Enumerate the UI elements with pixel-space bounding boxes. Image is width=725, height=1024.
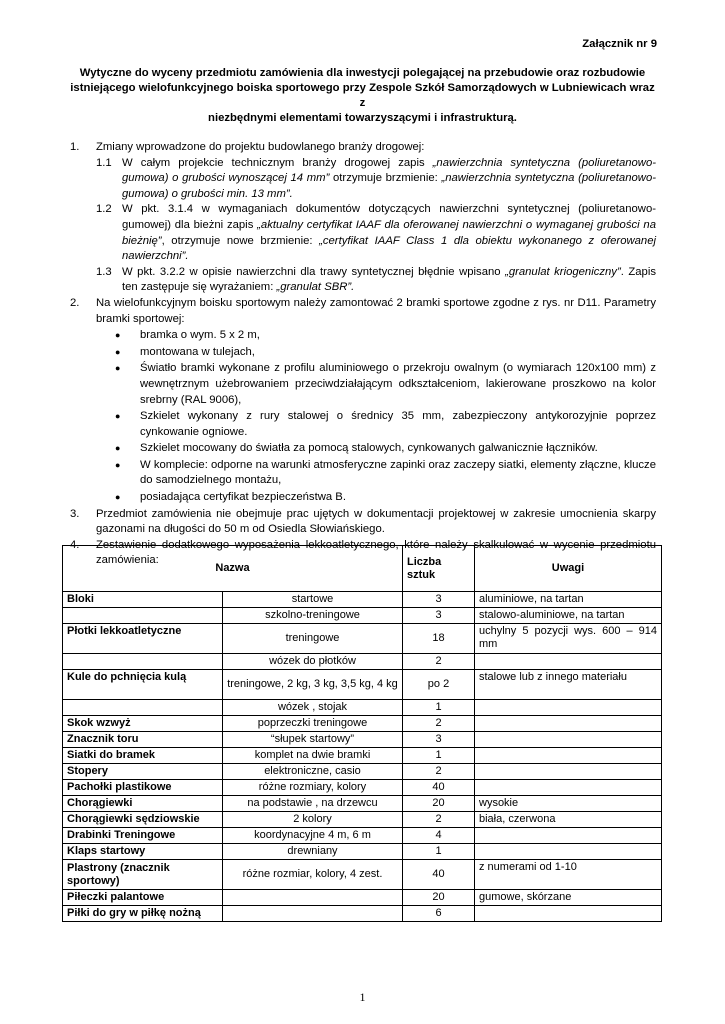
header-quantity-line-1: Liczba — [407, 555, 442, 568]
row-quantity: 2 — [403, 764, 475, 780]
row-quantity: 18 — [403, 624, 475, 654]
row-description: startowe — [223, 592, 403, 608]
bullet-text: Światło bramki wykonane z profilu aluminiowego o przekroju owalnym (o wymiarach 120x100 mm) z wewnętrznym użebrowaniem przeciwdziałającym odkształceniom, lakierowane proszkowo na kolor srebrny (RAL 9006), — [140, 362, 656, 406]
table-row — [63, 732, 662, 748]
row-category: Stopery — [63, 764, 223, 780]
subsection-1-2 — [70, 202, 656, 264]
row-quantity: 1 — [403, 844, 475, 860]
row-note — [475, 844, 662, 860]
row-note: z numerami od 1-10 — [475, 860, 662, 890]
section-2-number: 2. — [70, 296, 80, 309]
table-row — [63, 624, 662, 654]
subsection-text: W pkt. 3.1.4 w wymaganiach dokumentów dotyczących nawierzchni syntetycznej (poliuretanowo-gumowej) dla bieżni zapis — [122, 203, 656, 231]
subsection-1-2-number: 1.2 — [96, 203, 112, 216]
section-3-number: 3. — [70, 507, 80, 520]
row-quantity: 1 — [403, 748, 475, 764]
row-quantity: 40 — [403, 860, 475, 890]
document-body — [70, 140, 656, 569]
row-category: Chorągiewki — [63, 796, 223, 812]
section-3-text: Przedmiot zamówienia nie obejmuje prac ujętych w dokumentacji projektowej w zakresie umocnienia skarpy gazonami na długości do 50 m od Osiedla Słowiańskiego. — [96, 507, 656, 536]
bullet-item — [70, 458, 656, 489]
header-quantity — [403, 546, 475, 592]
row-quantity: 1 — [403, 700, 475, 716]
row-quantity: 2 — [403, 716, 475, 732]
row-category: Bloki — [63, 592, 223, 608]
bullet-text: montowana w tulejach, — [140, 345, 255, 358]
table-row — [63, 764, 662, 780]
row-description: wózek do płotków — [223, 654, 403, 670]
row-quantity: 2 — [403, 654, 475, 670]
quoted-text: „aktualny certyfikat IAAF dla oferowanej nawierzchni o wymaganej grubości na bieżnię” — [122, 218, 656, 247]
table-header-row — [63, 546, 662, 592]
table-row — [63, 844, 662, 860]
row-note — [475, 716, 662, 732]
row-quantity: 3 — [403, 592, 475, 608]
row-note: aluminiowe, na tartan — [475, 592, 662, 608]
table-row — [63, 780, 662, 796]
bullet-icon: ● — [115, 492, 121, 503]
table-row — [63, 700, 662, 716]
subsection-text: W całym projekcie technicznym branży drogowej zapis — [122, 156, 433, 169]
row-description: wózek , stojak — [223, 700, 403, 716]
row-description: szkolno-treningowe — [223, 608, 403, 624]
row-category: Chorągiewki sędziowskie — [63, 812, 223, 828]
bullet-icon: ● — [115, 363, 121, 374]
row-description: drewniany — [223, 844, 403, 860]
row-category: Kule do pchnięcia kulą — [63, 670, 223, 700]
bullet-item — [70, 490, 656, 506]
row-category: Znacznik toru — [63, 732, 223, 748]
subsection-1-1 — [70, 156, 656, 203]
row-category: Drabinki Treningowe — [63, 828, 223, 844]
section-2 — [70, 296, 656, 327]
table-row — [63, 592, 662, 608]
subsection-1-3-number: 1.3 — [96, 265, 112, 278]
subsection-text: . Zapis ten zastępuje się wyrażaniem: — [122, 265, 656, 294]
row-description: 2 kolory — [223, 812, 403, 828]
row-quantity: 2 — [403, 812, 475, 828]
bullet-icon: ● — [115, 346, 121, 357]
table-row — [63, 906, 662, 922]
table-row — [63, 860, 662, 890]
bullet-item — [70, 328, 656, 344]
bullet-text: posiadająca certyfikat bezpieczeństwa B. — [140, 491, 346, 504]
table-row — [63, 748, 662, 764]
row-note: wysokie — [475, 796, 662, 812]
row-quantity: 20 — [403, 796, 475, 812]
row-note — [475, 780, 662, 796]
row-quantity: 40 — [403, 780, 475, 796]
bullet-icon: ● — [115, 443, 121, 454]
row-note — [475, 700, 662, 716]
row-note — [475, 828, 662, 844]
row-note — [475, 654, 662, 670]
bullet-icon: ● — [115, 330, 121, 341]
table-row — [63, 812, 662, 828]
row-category: Siatki do bramek — [63, 748, 223, 764]
subsection-text: W pkt. 3.2.2 w opisie nawierzchni dla trawy syntetycznej błędnie wpisano — [122, 265, 506, 278]
row-note: stalowo-aluminiowe, na tartan — [475, 608, 662, 624]
title-line-3: niezbędnymi elementami towarzyszącymi i infrastrukturą. — [208, 112, 517, 124]
row-description: “słupek startowy” — [223, 732, 403, 748]
bullet-item — [70, 345, 656, 361]
row-description: komplet na dwie bramki — [223, 748, 403, 764]
row-category: Płotki lekkoatletyczne — [63, 624, 223, 654]
quoted-text: „certyfikat IAAF Class 1 dla obiektu wykonanego z oferowanej nawierzchni”. — [122, 234, 656, 263]
row-note: biała, czerwona — [475, 812, 662, 828]
equipment-table — [62, 545, 662, 922]
table-row — [63, 654, 662, 670]
row-description: treningowe — [223, 624, 403, 654]
section-1-text: Zmiany wprowadzone do projektu budowlanego branży drogowej: — [96, 141, 425, 153]
section-3 — [70, 507, 656, 538]
section-1-number: 1. — [70, 141, 80, 153]
row-quantity: po 2 — [403, 670, 475, 700]
row-category: Skok wzwyż — [63, 716, 223, 732]
quoted-text: „granulat kriogeniczny” — [505, 265, 621, 278]
bullet-item — [70, 361, 656, 408]
table-row — [63, 828, 662, 844]
bullet-text: Szkielet wykonany z rury stalowej o średnicy 35 mm, zabezpieczony antykorozyjnie poprzez cynkowanie ogniowe. — [140, 410, 656, 438]
table-row — [63, 890, 662, 906]
title-line-2: istniejącego wielofunkcyjnego boiska sportowego przy Zespole Szkół Samorządowych w Lubniewicach wraz z — [70, 82, 655, 109]
row-category — [63, 700, 223, 716]
bullet-icon: ● — [115, 459, 121, 470]
row-quantity: 20 — [403, 890, 475, 906]
quoted-text: „nawierzchnia syntetyczna (poliuretanowo-gumowa) o grubości min. 13 mm”. — [122, 172, 656, 200]
bullet-text: W komplecie: odporne na warunki atmosferyczne zapinki oraz zaczepy siatki, elementy złączne, klucze do samodzielnego montażu, — [140, 458, 656, 487]
table-row — [63, 670, 662, 700]
row-category: Klaps startowy — [63, 844, 223, 860]
header-name: Nazwa — [63, 546, 403, 592]
bullet-item — [70, 441, 656, 457]
bullet-icon: ● — [115, 411, 121, 422]
section-4-number: 4. — [70, 538, 80, 551]
row-description: koordynacyjne 4 m, 6 m — [223, 828, 403, 844]
row-category — [63, 654, 223, 670]
row-note: uchylny 5 pozycji wys. 600 – 914 mm — [475, 624, 662, 654]
table-row — [63, 716, 662, 732]
row-description — [223, 906, 403, 922]
row-quantity: 4 — [403, 828, 475, 844]
subsection-1-3 — [70, 265, 656, 296]
table-row — [63, 796, 662, 812]
subsection-1-1-number: 1.1 — [96, 156, 112, 169]
bullet-text: Szkielet mocowany do światła za pomocą stalowych, cynkowanych galwanicznie łączników. — [140, 442, 598, 455]
quoted-text: „nawierzchnia syntetyczna (poliuretanowo-gumowa) o grubości wynoszącej 14 mm” — [122, 156, 656, 185]
row-description: poprzeczki treningowe — [223, 716, 403, 732]
row-description: różne rozmiary, kolory — [223, 780, 403, 796]
table-row — [63, 608, 662, 624]
section-1 — [70, 140, 656, 156]
quoted-text: „granulat SBR”. — [276, 281, 355, 294]
subsection-text: , otrzymuje nowe brzmienie: — [161, 234, 320, 247]
row-description: treningowe, 2 kg, 3 kg, 3,5 kg, 4 kg — [223, 670, 403, 700]
header-notes: Uwagi — [475, 546, 662, 592]
document-title — [70, 66, 655, 126]
table-body — [63, 592, 662, 922]
row-quantity: 6 — [403, 906, 475, 922]
subsection-text: otrzymuje brzmienie: — [329, 172, 442, 185]
annex-label: Załącznik nr 9 — [582, 38, 657, 50]
row-description: różne rozmiar, kolory, 4 zest. — [223, 860, 403, 890]
title-line-1: Wytyczne do wyceny przedmiotu zamówienia dla inwestycji polegającej na przebudowie oraz rozbudowie — [79, 67, 646, 79]
bullet-item — [70, 409, 656, 440]
row-quantity: 3 — [403, 732, 475, 748]
row-note: gumowe, skórzane — [475, 890, 662, 906]
header-quantity-line-2: sztuk — [407, 568, 436, 581]
row-category: Piłeczki palantowe — [63, 890, 223, 906]
row-description: elektroniczne, casio — [223, 764, 403, 780]
row-note: stalowe lub z innego materiału — [475, 670, 662, 700]
bullet-text: bramka o wym. 5 x 2 m, — [140, 329, 260, 342]
row-description — [223, 890, 403, 906]
row-note — [475, 748, 662, 764]
row-category: Piłki do gry w piłkę nożną — [63, 906, 223, 922]
row-note — [475, 732, 662, 748]
page-number: 1 — [359, 990, 366, 1004]
row-quantity: 3 — [403, 608, 475, 624]
row-note — [475, 764, 662, 780]
row-category — [63, 608, 223, 624]
row-category: Pachołki plastikowe — [63, 780, 223, 796]
row-description: na podstawie , na drzewcu — [223, 796, 403, 812]
row-category: Plastrony (znacznik sportowy) — [63, 860, 223, 890]
section-4-text: Zestawienie dodatkowego wyposażenia lekkoatletycznego, które należy skalkulować w wycenie przedmiotu zamówienia: — [96, 538, 656, 567]
section-2-text: Na wielofunkcyjnym boisku sportowym należy zamontować 2 bramki sportowe zgodne z rys. nr D11. Parametry bramki sportowej: — [96, 296, 656, 325]
row-note — [475, 906, 662, 922]
